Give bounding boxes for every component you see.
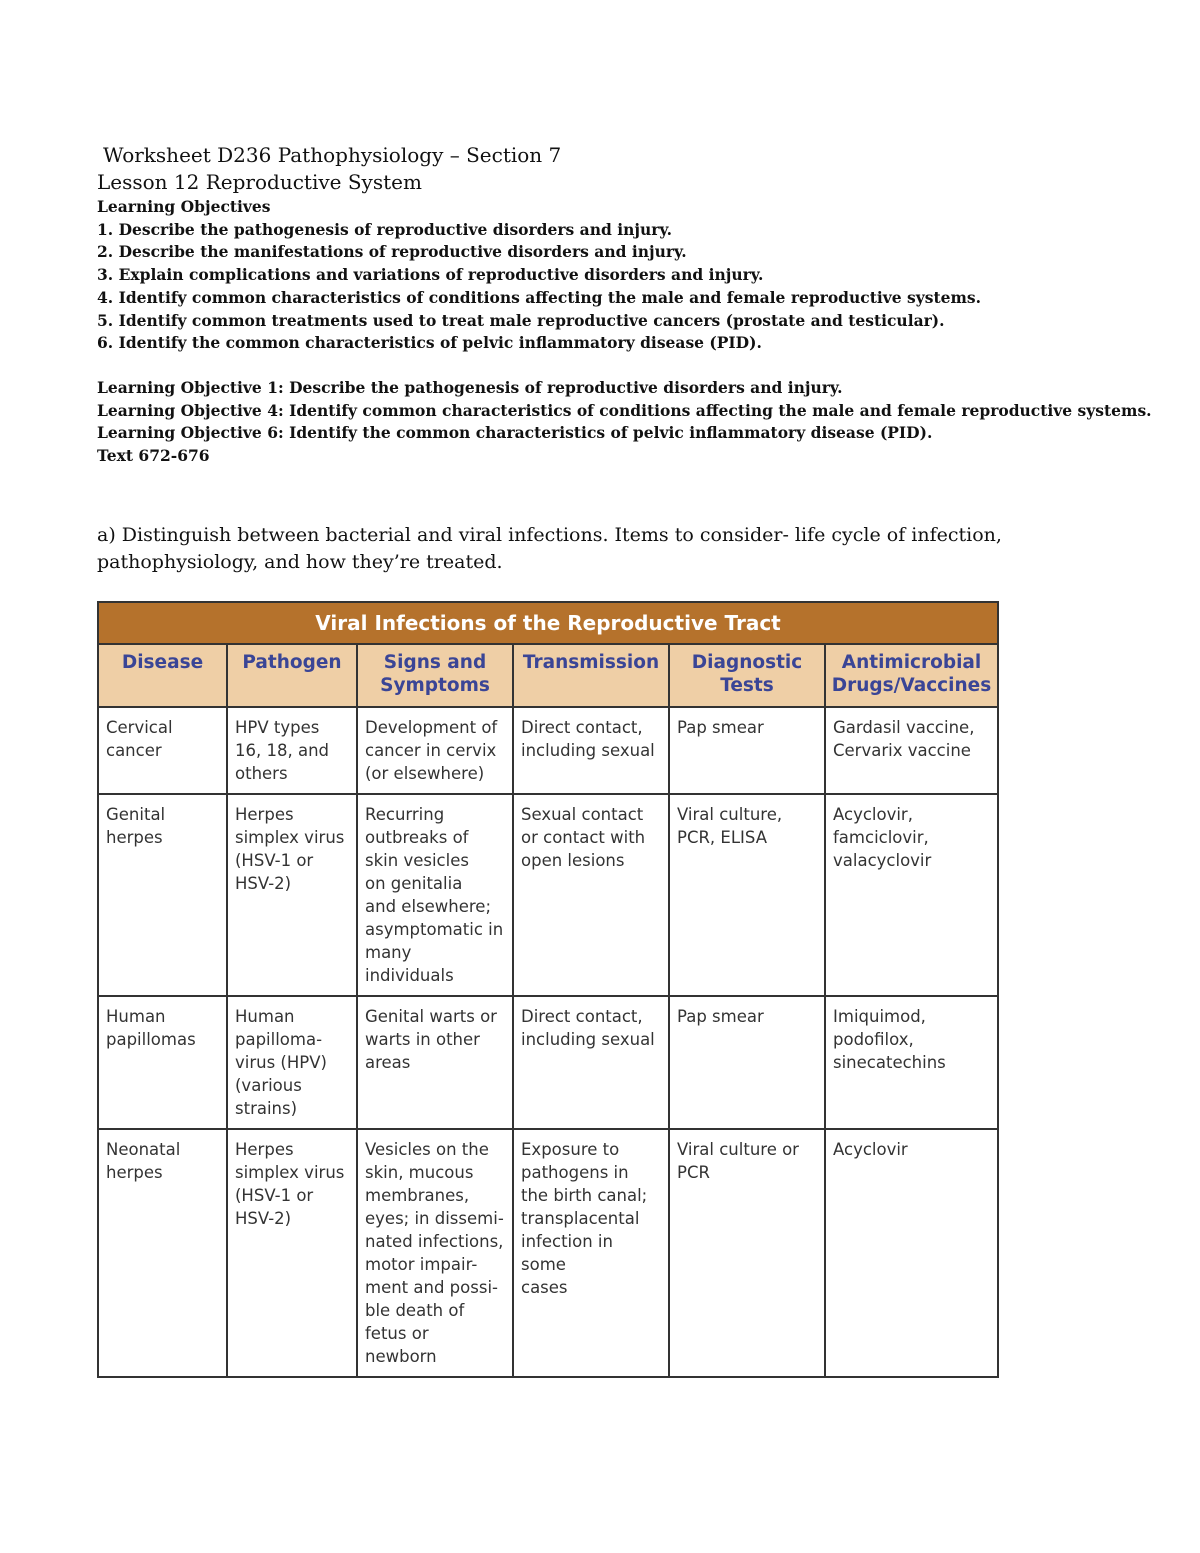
table-header-row: [98, 644, 998, 707]
table-cell: Genital warts or warts in other areas: [357, 996, 513, 1129]
table-cell: Neonatal herpes: [98, 1129, 227, 1377]
column-header-pathogen: Pathogen: [227, 644, 357, 707]
table-row: [98, 707, 998, 794]
objective-item: 6. Identify the common characteristics of pelvic inflammatory disease (PID).: [97, 333, 762, 353]
table-cell: Genital herpes: [98, 794, 227, 996]
table-row: [98, 794, 998, 996]
table-row: [98, 996, 998, 1129]
table-cell: Recurring outbreaks of skin vesicles on genitalia and elsewhere; asymptomatic in many individuals: [357, 794, 513, 996]
objective-item: 4. Identify common characteristics of conditions affecting the male and female reproductive systems.: [97, 287, 982, 307]
column-header-transmission: Transmission: [513, 644, 669, 707]
table-caption-row: [98, 602, 998, 644]
objective-item: 1. Describe the pathogenesis of reproductive disorders and injury.: [97, 219, 673, 239]
objectives-list: [97, 219, 1147, 355]
table-cell: Sexual contact or contact with open lesions: [513, 794, 669, 996]
table-cell: Viral culture, PCR, ELISA: [669, 794, 825, 996]
focus-objective-item: Learning Objective 4: Identify common characteristics of conditions affecting the male and female reproductive systems.: [97, 400, 1152, 420]
table-cell: Herpes simplex virus (HSV-1 or HSV-2): [227, 1129, 357, 1377]
table-row: [98, 1129, 998, 1377]
table-cell: Exposure to pathogens in the birth canal; transplacental infection in some cases: [513, 1129, 669, 1377]
table-cell: Viral culture or PCR: [669, 1129, 825, 1377]
focus-objective-item: Learning Objective 1: Describe the pathogenesis of reproductive disorders and injury.: [97, 377, 843, 397]
table-cell: Development of cancer in cervix (or elsewhere): [357, 707, 513, 794]
column-header-disease: Disease: [98, 644, 227, 707]
table-cell: Imiquimod, podofilox, sinecatechins: [825, 996, 998, 1129]
column-header-signs: Signs and Symptoms: [357, 644, 513, 707]
lesson-title: Lesson 12 Reproductive System: [97, 170, 422, 194]
objective-item: 2. Describe the manifestations of reproductive disorders and injury.: [97, 242, 687, 262]
worksheet-header: [97, 142, 1152, 468]
column-header-drugs: Antimicrobial Drugs/Vaccines: [825, 644, 998, 707]
table-cell: Gardasil vaccine, Cervarix vaccine: [825, 707, 998, 794]
table-cell: Acyclovir: [825, 1129, 998, 1377]
table-cell: Pap smear: [669, 707, 825, 794]
table-cell: HPV types 16, 18, and others: [227, 707, 357, 794]
question-a: a) Distinguish between bacterial and viral infections. Items to consider- life cycle of infection, pathophysiology, and how they’re treated.: [97, 524, 1002, 573]
objectives-heading: Learning Objectives: [97, 197, 271, 216]
viral-infections-table-wrapper: [97, 601, 997, 1378]
column-header-diagnostic: Diagnostic Tests: [669, 644, 825, 707]
table-caption: Viral Infections of the Reproductive Tract: [98, 602, 998, 644]
document-title: Worksheet D236 Pathophysiology – Section 7: [103, 143, 562, 167]
table-cell: Vesicles on the skin, mucous membranes, eyes; in dissemi- nated infections, motor impair- ment and possi- ble death of fetus or newborn: [357, 1129, 513, 1377]
table-cell: Direct contact, including sexual: [513, 707, 669, 794]
focus-objectives: [97, 377, 1152, 468]
objective-item: 3. Explain complications and variations of reproductive disorders and injury.: [97, 265, 764, 285]
table-cell: Cervical cancer: [98, 707, 227, 794]
focus-objective-item: Learning Objective 6: Identify the common characteristics of pelvic inflammatory disease (PID).: [97, 423, 933, 443]
table-cell: Direct contact, including sexual: [513, 996, 669, 1129]
viral-infections-table: [97, 601, 999, 1378]
table-cell: Acyclovir, famciclovir, valacyclovir: [825, 794, 998, 996]
objective-item: 5. Identify common treatments used to treat male reproductive cancers (prostate and testicular).: [97, 310, 945, 330]
table-cell: Human papillomas: [98, 996, 227, 1129]
table-cell: Herpes simplex virus (HSV-1 or HSV-2): [227, 794, 357, 996]
table-cell: Pap smear: [669, 996, 825, 1129]
text-reference: Text 672-676: [97, 446, 210, 466]
table-cell: Human papilloma- virus (HPV) (various strains): [227, 996, 357, 1129]
